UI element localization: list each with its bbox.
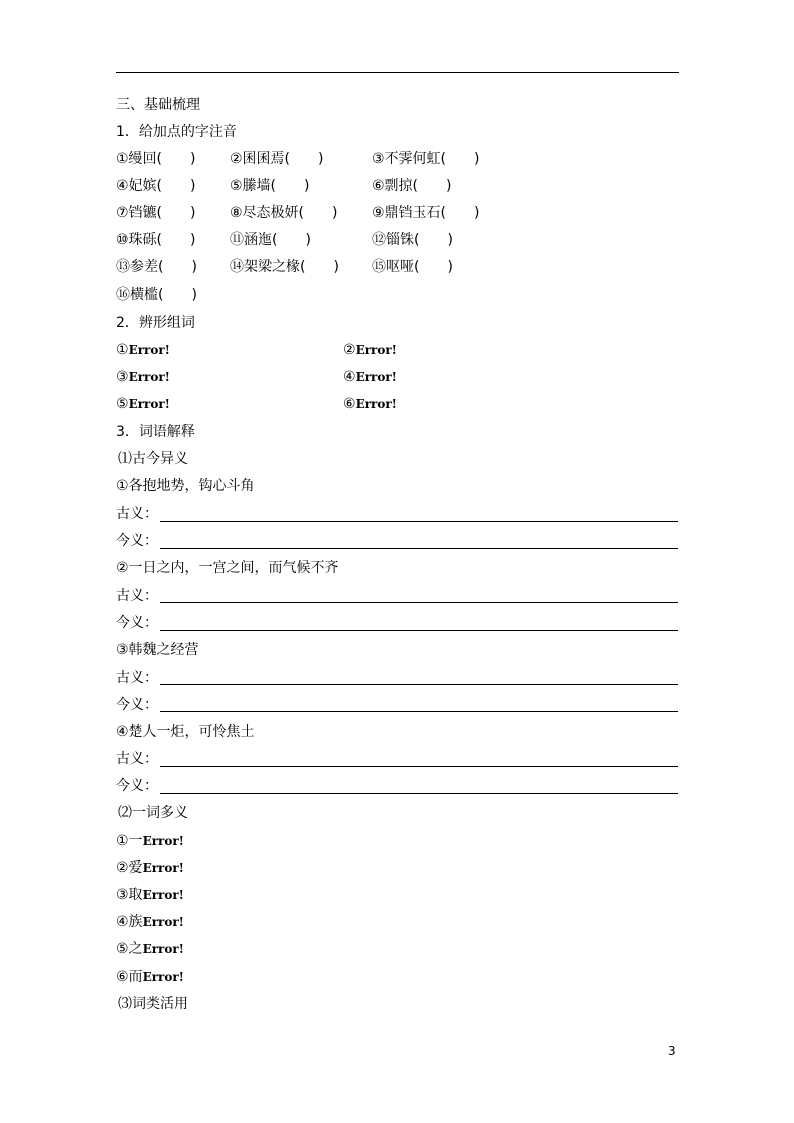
gu-label: 古义： xyxy=(116,588,158,604)
term-phrase: ①各抱地势，钩心斗角 xyxy=(116,478,255,494)
q1-item: ⑫锱铢( ) xyxy=(372,232,453,248)
term-phrase: ②一日之内，一宫之间，而气候不齐 xyxy=(116,560,339,576)
q1-item: ⑭架梁之椽( ) xyxy=(230,259,339,275)
q2-item: ①Error! xyxy=(116,342,170,358)
multi-item: ⑥而Error! xyxy=(116,969,184,985)
multi-item: ②爱Error! xyxy=(116,860,184,876)
q1-item: ⑬参差( ) xyxy=(116,259,197,275)
answer-line[interactable] xyxy=(160,711,678,712)
answer-line[interactable] xyxy=(160,630,678,631)
q1-item: ⑪涵迤( ) xyxy=(230,232,311,248)
term-phrase: ④楚人一炬，可怜焦土 xyxy=(116,724,255,740)
q2-item: ⑥Error! xyxy=(343,396,397,412)
multi-item: ③取Error! xyxy=(116,887,184,903)
multi-item: ④族Error! xyxy=(116,914,184,930)
q2-item: ④Error! xyxy=(343,369,397,385)
q1-item: ④妃嫔( ) xyxy=(116,178,196,194)
term-phrase: ③韩魏之经营 xyxy=(116,642,199,658)
answer-line[interactable] xyxy=(160,548,678,549)
jin-label: 今义： xyxy=(116,533,158,549)
gu-label: 古义： xyxy=(116,670,158,686)
q1-item: ⑩珠砾( ) xyxy=(116,232,196,248)
q1-item: ⑥剽掠( ) xyxy=(372,178,452,194)
q1-title: 1．给加点的字注音 xyxy=(116,124,237,140)
multi-item: ⑤之Error! xyxy=(116,941,184,957)
q1-item: ⑮呕哑( ) xyxy=(372,259,453,275)
q3-subtitle: ⑶词类活用 xyxy=(118,996,188,1012)
jin-label: 今义： xyxy=(116,778,158,794)
q3-subtitle: ⑴古今异义 xyxy=(118,451,188,467)
multi-item: ①一Error! xyxy=(116,833,184,849)
q2-item: ②Error! xyxy=(343,342,397,358)
q2-item: ③Error! xyxy=(116,369,170,385)
answer-line[interactable] xyxy=(160,684,678,685)
gu-label: 古义： xyxy=(116,506,158,522)
q3-title: 3．词语解释 xyxy=(116,424,195,440)
section-title: 三、基础梳理 xyxy=(116,97,200,113)
q2-title: 2．辨形组词 xyxy=(116,315,195,331)
q1-item: ⑨鼎铛玉石( ) xyxy=(372,205,480,221)
answer-line[interactable] xyxy=(160,521,678,522)
page-number: 3 xyxy=(668,1044,676,1058)
jin-label: 今义： xyxy=(116,615,158,631)
q1-item: ⑤縢墙( ) xyxy=(230,178,310,194)
q1-item: ②囷囷焉( ) xyxy=(230,151,324,167)
q1-item: ⑧尽态极妍( ) xyxy=(230,205,338,221)
answer-line[interactable] xyxy=(160,766,678,767)
answer-line[interactable] xyxy=(160,602,678,603)
header-rule xyxy=(116,72,679,73)
q2-item: ⑤Error! xyxy=(116,396,170,412)
gu-label: 古义： xyxy=(116,751,158,767)
q1-item: ⑯横槛( ) xyxy=(116,287,197,303)
q3-subtitle: ⑵一词多义 xyxy=(118,805,188,821)
q1-item: ①缦回( ) xyxy=(116,151,196,167)
jin-label: 今义： xyxy=(116,697,158,713)
q1-item: ⑦铛镳( ) xyxy=(116,205,196,221)
answer-line[interactable] xyxy=(160,793,678,794)
q1-item: ③不霁何虹( ) xyxy=(372,151,480,167)
